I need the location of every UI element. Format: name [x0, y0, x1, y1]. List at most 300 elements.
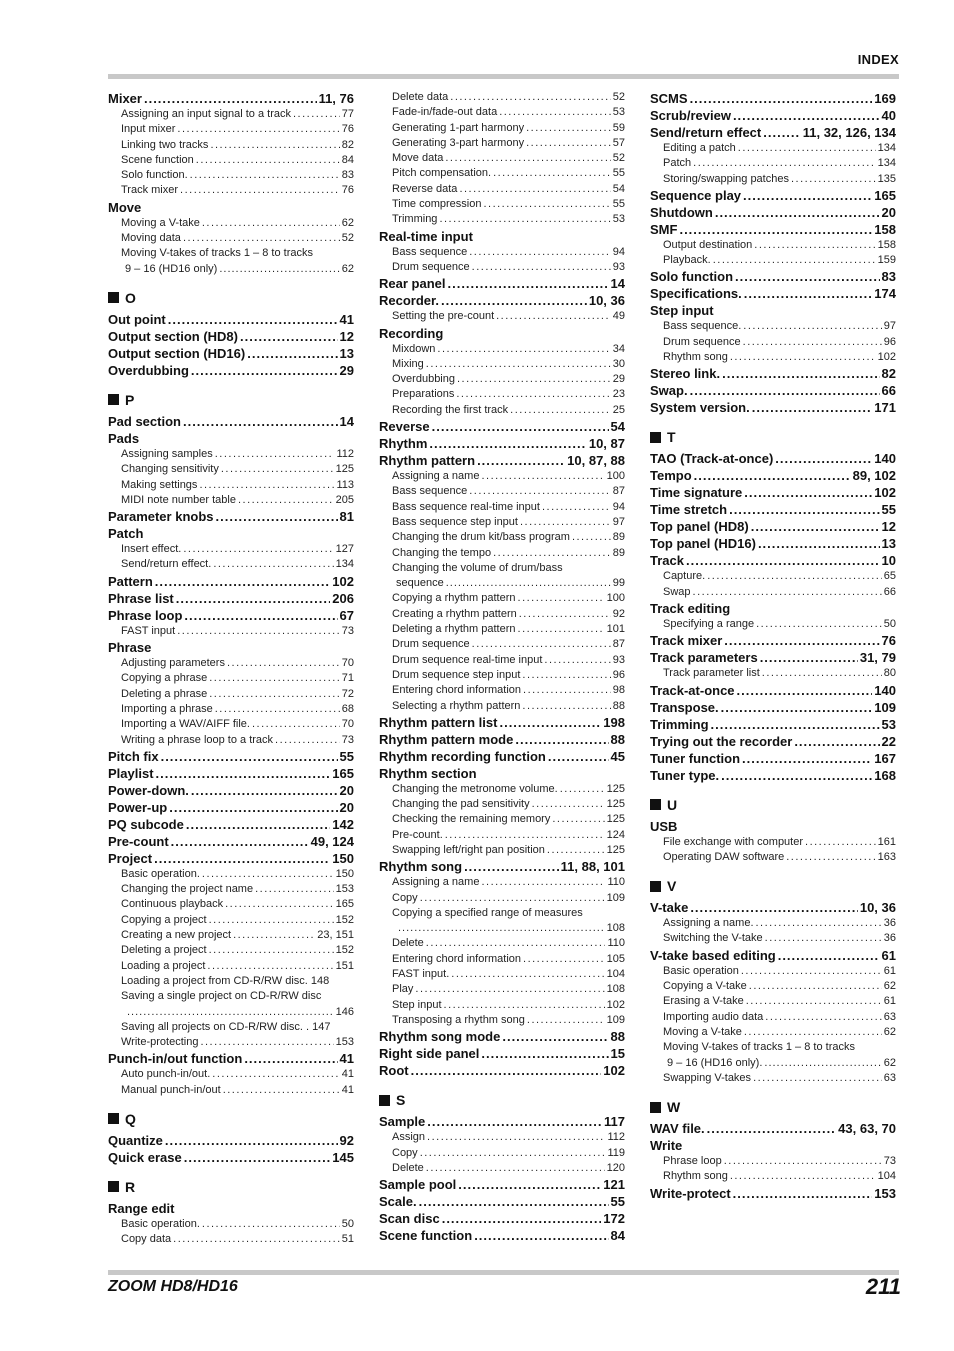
index-continuation [379, 921, 625, 936]
index-subentry [650, 1071, 896, 1086]
entry-term: Rhythm [379, 436, 428, 452]
entry-term: Scene function [379, 1228, 473, 1244]
leader-dots [481, 1045, 608, 1062]
entry-term: Insert effect. [121, 543, 182, 556]
leader-dots [446, 576, 611, 591]
entry-term: Mixer [108, 91, 142, 106]
index-entry [650, 733, 896, 750]
leader-dots [522, 668, 610, 683]
leader-dots [690, 899, 858, 916]
leader-dots [472, 260, 611, 275]
page-ref: 96 [612, 668, 625, 681]
entry-term: Recorder. [379, 293, 439, 309]
page-ref: 82 [881, 366, 896, 382]
index-entry [650, 682, 896, 699]
entry-term: Entering chord information [392, 952, 522, 965]
index-entry [650, 399, 896, 416]
entry-term: Pre-count. [392, 828, 443, 841]
page-ref: 113 [336, 478, 354, 491]
entry-term: Output destination [663, 238, 753, 251]
index-subentry [108, 138, 354, 153]
index-subentry [379, 891, 625, 906]
index-continuation [108, 262, 354, 277]
leader-dots [225, 897, 334, 912]
page-ref: 165 [335, 898, 354, 911]
leader-dots [457, 372, 611, 387]
section-heading [108, 1178, 354, 1196]
entry-term: Pad section [108, 413, 181, 429]
entry-term: Generating 1-part harmony [392, 121, 525, 134]
index-subentry [379, 637, 625, 652]
index-subentry [650, 569, 896, 584]
index-entry [650, 535, 896, 552]
page-ref: 14 [610, 276, 625, 292]
page-ref: 31, 79 [859, 650, 896, 666]
index-heading: Real-time input [379, 228, 473, 244]
page-ref: 49 [612, 310, 625, 323]
leader-dots [244, 1050, 337, 1067]
index-entry [650, 699, 896, 716]
page-ref: 151 [335, 959, 354, 972]
page-ref: 104 [606, 968, 625, 981]
leader-dots [445, 151, 610, 166]
index-subentry [379, 843, 625, 858]
index-entry [379, 275, 625, 292]
page-ref: 55 [339, 748, 354, 764]
leader-dots [429, 435, 586, 452]
entry-term: Solo function [650, 269, 734, 285]
index-heading: Step input [650, 303, 714, 319]
entry-term: Editing a patch [663, 142, 736, 154]
leader-dots [679, 221, 872, 238]
page-ref: 150 [332, 850, 354, 866]
leader-dots [177, 122, 339, 137]
entry-term: Step input [392, 998, 442, 1011]
entry-term: Moving data [121, 232, 181, 245]
entry-term: Linking two tracks [121, 138, 209, 151]
entry-term: Root [379, 1063, 409, 1079]
index-entry [108, 1132, 354, 1149]
page-ref: 81 [339, 509, 354, 525]
leader-dots [518, 591, 605, 606]
page-ref: 83 [881, 269, 896, 285]
section-heading [108, 289, 354, 307]
page-ref: 125 [335, 463, 354, 476]
entry-term: Parameter knobs [108, 509, 214, 525]
leader-dots [522, 699, 610, 714]
page-ref: 153 [335, 883, 354, 896]
page-ref: 70 [341, 718, 354, 731]
index-subentry [108, 216, 354, 231]
leader-dots [450, 90, 610, 105]
leader-dots [754, 238, 875, 253]
page-ref: 92 [612, 607, 625, 620]
leader-dots [707, 1120, 837, 1137]
section-letter: P [125, 391, 135, 408]
bottom-rule [108, 1270, 899, 1275]
entry-term: Out point [108, 311, 166, 327]
index-entry [108, 1050, 354, 1067]
entry-term: Recording the first track [392, 403, 509, 416]
entry-term: Copying a V-take [663, 980, 747, 993]
page-ref: 82 [341, 138, 354, 151]
index-entry [108, 833, 354, 850]
entry-term: Swap. [650, 383, 688, 399]
page-number: 211 [865, 1274, 901, 1299]
entry-term: Time signature [650, 485, 743, 501]
entry-term: Drum sequence real-time input [392, 653, 543, 666]
section-heading [650, 796, 896, 814]
page-ref: 62 [341, 262, 354, 275]
leader-dots [184, 1149, 331, 1166]
leader-dots [415, 982, 604, 997]
page-ref: 117 [604, 1114, 625, 1130]
entry-term: Punch-in/out function [108, 1051, 243, 1067]
index-subentry [379, 530, 625, 545]
page-ref: 127 [335, 543, 354, 556]
leader-dots [496, 309, 611, 324]
page-ref: 97 [612, 515, 625, 528]
page-ref: 20 [339, 799, 354, 815]
page-ref: 104 [877, 1170, 896, 1183]
leader-dots [730, 1169, 876, 1184]
leader-dots [216, 508, 338, 525]
page-ref: 15 [610, 1046, 625, 1062]
index-subentry [108, 478, 354, 493]
page-ref: 45 [610, 748, 625, 764]
entry-term: Write-protecting [121, 1036, 199, 1049]
index-entry [650, 501, 896, 518]
top-rule [108, 74, 899, 79]
index-entry [650, 1185, 896, 1202]
index-subentry [650, 141, 896, 156]
page-ref: 61 [881, 947, 896, 963]
page-ref: 76 [881, 633, 896, 649]
section-letter: O [125, 289, 136, 306]
index-heading: Track editing [650, 600, 731, 616]
index-subentry [650, 1010, 896, 1025]
index-subentry [108, 671, 354, 686]
page-ref: 73 [341, 733, 354, 746]
index-entry [379, 1176, 625, 1193]
entry-term: Continuous playback [121, 898, 224, 911]
page-ref: 105 [606, 952, 625, 965]
index-subentry [108, 231, 354, 246]
index-entry [650, 285, 896, 302]
page-ref: 83 [341, 169, 354, 182]
leader-dots [694, 467, 851, 484]
index-continuation [108, 1005, 354, 1020]
page-ref: 92 [339, 1132, 354, 1148]
page-ref: 72 [341, 687, 354, 700]
page-ref: 53 [612, 213, 625, 226]
leader-dots [247, 345, 337, 362]
leader-dots [760, 649, 858, 666]
leader-dots [419, 1193, 609, 1210]
index-entry [108, 748, 354, 765]
entry-term: Copying a project [121, 913, 207, 926]
index-subentry [108, 447, 354, 462]
leader-dots [762, 666, 882, 681]
page-ref: 41 [341, 1068, 354, 1081]
leader-dots [472, 637, 611, 652]
page-ref: 93 [612, 653, 625, 666]
entry-term: Trimming [392, 213, 438, 226]
index-column-2 [379, 90, 625, 1244]
index-subentry [650, 1154, 896, 1169]
index-subentry [379, 212, 625, 227]
page-ref: 169 [874, 91, 896, 106]
entry-term: Importing audio data [663, 1010, 764, 1023]
leader-dots [693, 156, 876, 171]
index-heading: Recording [379, 325, 444, 341]
index-entry [379, 1028, 625, 1045]
page-ref: 62 [341, 216, 354, 229]
page-ref: 125 [606, 798, 625, 811]
leader-dots [213, 557, 333, 572]
leader-dots [168, 311, 338, 328]
page-ref: 71 [341, 672, 354, 685]
leader-dots [763, 124, 800, 141]
leader-dots [442, 1210, 602, 1227]
header-label: INDEX [857, 52, 899, 67]
entry-term: Playback. [663, 254, 711, 267]
entry-term: Power-up [108, 799, 168, 815]
leader-dots [177, 624, 340, 639]
page-ref: 14 [339, 413, 354, 429]
entry-term: Solo function. [121, 169, 188, 182]
entry-term: Basic operation. [121, 867, 200, 880]
entry-term: Changing the pad sensitivity [392, 798, 530, 811]
leader-dots [499, 105, 611, 120]
index-subentry [379, 151, 625, 166]
entry-term: 9 – 16 (HD16 only) [125, 262, 218, 275]
entry-term: Top panel (HD8) [650, 519, 749, 535]
section-heading [379, 1091, 625, 1109]
entry-term: Tempo [650, 468, 692, 484]
entry-term: Track parameters [650, 650, 758, 666]
entry-term: Fade-in/fade-out data [392, 106, 498, 119]
index-entry [650, 450, 896, 467]
index-entry [379, 748, 625, 765]
section-square-icon [650, 1102, 661, 1113]
entry-term: Assigning a name [392, 876, 480, 889]
index-subentry [108, 913, 354, 928]
entry-term: Rhythm song [663, 1170, 728, 1183]
section-heading [108, 1110, 354, 1128]
entry-term: Swap [663, 585, 691, 598]
index-entry [650, 124, 896, 141]
page-ref: 134 [335, 558, 354, 571]
index-entry [650, 268, 896, 285]
leader-dots [775, 450, 872, 467]
entry-term: Copy data [121, 1233, 172, 1246]
leader-dots [464, 858, 559, 875]
leader-dots [510, 403, 611, 418]
leader-dots [420, 1146, 606, 1161]
leader-dots [519, 607, 611, 622]
leader-dots [202, 867, 334, 882]
index-subentry [379, 812, 625, 827]
index-subentry [379, 136, 625, 151]
footer-title: ZOOM HD8/HD16 [108, 1278, 238, 1295]
leader-dots [458, 1176, 601, 1193]
entry-term: Moving a V-take [121, 216, 200, 229]
index-subentry [650, 979, 896, 994]
leader-dots [202, 216, 340, 231]
index-subentry [108, 168, 354, 183]
page-ref: 41 [341, 1083, 354, 1096]
entry-term: Selecting a rhythm pattern [392, 699, 521, 712]
leader-dots [426, 936, 606, 951]
page-ref: 161 [877, 835, 896, 848]
entry-term: Pattern [108, 573, 153, 589]
leader-dots [733, 107, 880, 124]
entry-term: Quick erase [108, 1149, 182, 1165]
page-ref: 112 [607, 1131, 625, 1144]
page-ref: 96 [883, 335, 896, 348]
page-ref: 134 [877, 157, 896, 170]
leader-dots [444, 998, 605, 1013]
index-subentry [108, 702, 354, 717]
index-subentry [379, 484, 625, 499]
entry-term: Sequence play [650, 187, 742, 203]
leader-dots [127, 1005, 334, 1020]
page-ref: 40 [881, 108, 896, 123]
index-subentry [108, 928, 354, 943]
index-heading: Move [108, 199, 142, 215]
leader-dots [756, 916, 882, 931]
index-entry [108, 90, 354, 107]
index-entry [650, 467, 896, 484]
section-heading [650, 877, 896, 895]
leader-dots [169, 799, 337, 816]
page-ref: 152 [335, 944, 354, 957]
index-subentry [650, 835, 896, 850]
page-ref: 152 [335, 913, 354, 926]
leader-dots [502, 1028, 608, 1045]
entry-term: Transpose. [650, 699, 719, 715]
entry-term: Trimming [650, 716, 709, 732]
index-subentry [379, 245, 625, 260]
page-ref: 51 [341, 1233, 354, 1246]
index-subentry [650, 1169, 896, 1184]
leader-dots [474, 1227, 608, 1244]
entry-term: System version. [650, 400, 750, 416]
index-subentry [379, 197, 625, 212]
page-ref: 80 [883, 667, 896, 680]
index-subentry-text: Saving all projects on CD-R/RW disc. . 147 [121, 1020, 331, 1033]
index-entry [108, 413, 354, 430]
page-ref: 59 [612, 121, 625, 134]
index-subentry [108, 687, 354, 702]
page-ref: 66 [883, 585, 896, 598]
entry-term: Move data [392, 152, 444, 165]
index-subentry [108, 897, 354, 912]
page-ref: 13 [881, 536, 896, 552]
index-column-3 [650, 90, 896, 1202]
page-ref: 12 [339, 328, 354, 344]
section-square-icon [379, 1095, 390, 1106]
section-letter: V [667, 878, 677, 895]
page-ref: 102 [606, 998, 625, 1011]
entry-term: sequence [396, 577, 444, 590]
index-subentry [379, 90, 625, 105]
index-subentry [108, 153, 354, 168]
entry-term: Rhythm pattern mode [379, 731, 514, 747]
entry-term: Mixing [392, 357, 424, 370]
leader-dots [765, 931, 882, 946]
page-ref: 20 [881, 204, 896, 220]
page-ref: 62 [883, 1025, 896, 1038]
page-ref: 49, 124 [310, 833, 354, 849]
page-ref: 11, 32, 126, 134 [802, 125, 896, 140]
page-ref: 94 [612, 245, 625, 258]
leader-dots [161, 748, 338, 765]
entry-term: Rhythm song [663, 351, 728, 364]
page-ref: 41 [339, 311, 354, 327]
leader-dots [749, 979, 882, 994]
page-ref: 88 [610, 1029, 625, 1045]
leader-dots [155, 573, 331, 590]
index-entry [379, 418, 625, 435]
index-subentry [650, 964, 896, 979]
leader-dots [209, 687, 340, 702]
entry-term: Tuner type. [650, 767, 720, 783]
entry-term: Right side panel [379, 1046, 480, 1062]
index-subentry [650, 585, 896, 600]
page-ref: 29 [339, 362, 354, 378]
index-subentry [379, 828, 625, 843]
entry-term: Bass sequence. [663, 320, 742, 333]
index-subentry [108, 122, 354, 137]
index-entry [108, 1149, 354, 1166]
leader-dots [493, 166, 611, 181]
leader-dots [252, 717, 340, 732]
index-subentry-text: Copying a specified range of measures [392, 906, 583, 919]
page-ref: 76 [341, 184, 354, 197]
leader-dots [469, 245, 611, 260]
leader-dots [233, 928, 315, 943]
index-subentry [108, 959, 354, 974]
page-ref: 20 [339, 782, 354, 798]
page-ref: 11, 88, 101 [560, 859, 625, 875]
leader-dots [219, 262, 339, 277]
leader-dots [183, 413, 338, 430]
index-entry [379, 435, 625, 452]
section-square-icon [650, 432, 661, 443]
leader-dots [715, 204, 880, 221]
leader-dots [209, 913, 334, 928]
index-subentry [379, 105, 625, 120]
leader-dots [483, 197, 610, 212]
index-heading: USB [650, 818, 678, 834]
entry-term: Erasing a V-take [663, 995, 744, 1008]
page-ref: 62 [883, 980, 896, 993]
index-entry [379, 1045, 625, 1062]
leader-dots [786, 850, 875, 865]
entry-term: Rear panel [379, 276, 446, 292]
index-subentry-text: Moving V-takes of tracks 1 – 8 to tracks [663, 1041, 855, 1054]
entry-term: TAO (Track-at-once) [650, 451, 774, 467]
leader-dots [756, 617, 882, 632]
leader-dots [293, 107, 340, 122]
leader-dots [572, 530, 611, 545]
index-heading: Phrase [108, 640, 152, 656]
index-subentry-text: Changing the volume of drum/bass [392, 561, 563, 574]
page-ref: 29 [612, 373, 625, 386]
leader-dots [439, 212, 610, 227]
